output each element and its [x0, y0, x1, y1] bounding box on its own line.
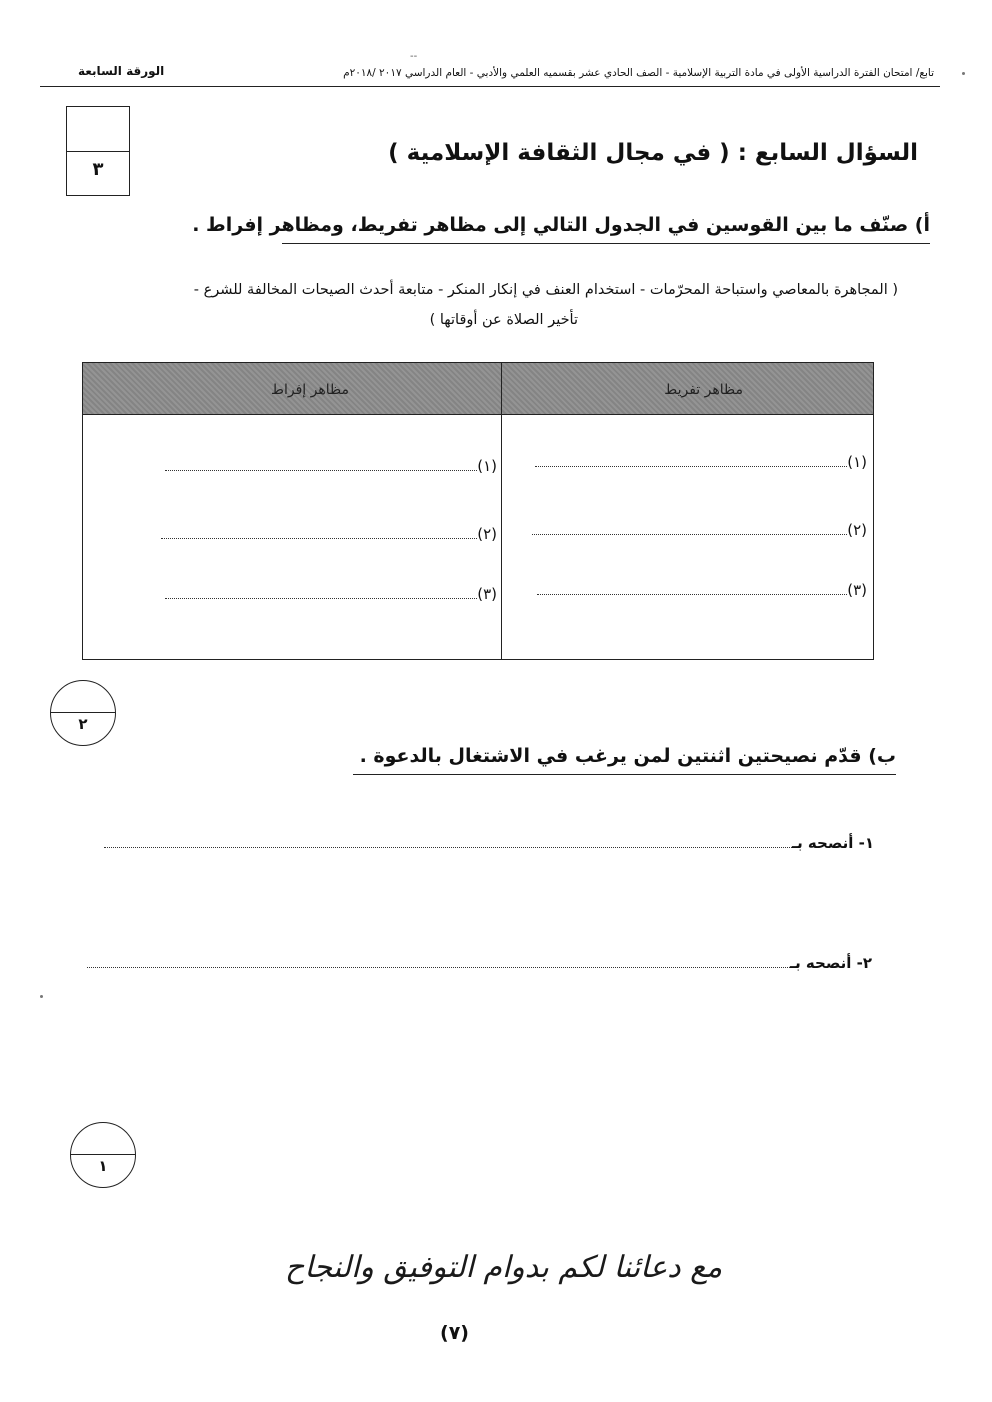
question-title: السؤال السابع : ( في مجال الثقافة الإسلامية )	[388, 140, 918, 166]
header-divider	[40, 86, 940, 87]
answer-line[interactable]	[535, 465, 847, 467]
tafrit-answer-1[interactable]	[535, 453, 867, 471]
advice-label: ٢- أنصحه بـ	[789, 954, 872, 972]
sheet-label: الورقة السابعة	[78, 64, 165, 78]
column-header-tafrit: مظاهر تفريط	[664, 382, 743, 398]
answer-line[interactable]	[537, 593, 847, 595]
table-header	[83, 363, 873, 415]
advice-label: ١- أنصحه بـ	[791, 834, 874, 852]
answer-line[interactable]	[161, 537, 477, 539]
tafrit-answer-3[interactable]	[537, 581, 867, 599]
answer-line[interactable]	[165, 469, 477, 471]
answer-number: (٢)	[847, 521, 867, 539]
scan-speck	[40, 995, 43, 998]
ifrat-answer-2[interactable]	[161, 525, 497, 543]
tafrit-answer-2[interactable]	[532, 521, 867, 539]
total-score-box	[66, 106, 130, 196]
classification-table	[82, 362, 874, 660]
answer-number: (٣)	[477, 585, 497, 603]
advice-answer-1[interactable]	[104, 834, 874, 852]
closing-greeting: مع دعائنا لكم بدوام التوفيق والنجاح	[285, 1250, 723, 1285]
answer-number: (٣)	[847, 581, 867, 599]
answer-number: (١)	[477, 457, 497, 475]
circle-divider	[71, 1154, 135, 1155]
part-a-underline	[282, 243, 930, 244]
part-a-score-circle	[50, 680, 116, 746]
total-score-value: ٣	[92, 159, 104, 180]
part-a-score-value: ٢	[78, 715, 88, 733]
part-b-score-value: ١	[98, 1157, 108, 1175]
part-a-instruction: أ) صنّف ما بين القوسين في الجدول التالي إلى مظاهر تفريط، ومظاهر إفراط .	[192, 214, 930, 236]
ifrat-answer-1[interactable]	[165, 457, 497, 475]
answer-line[interactable]	[165, 597, 477, 599]
advice-line[interactable]	[104, 846, 792, 848]
advice-answer-2[interactable]	[87, 954, 872, 972]
table-column-divider	[501, 363, 502, 659]
advice-line[interactable]	[87, 966, 790, 968]
answer-number: (١)	[847, 453, 867, 471]
word-bank-line-2: تأخير الصلاة عن أوقاتها )	[429, 312, 578, 328]
part-b-score-circle	[70, 1122, 136, 1188]
scan-speck	[962, 72, 965, 75]
answer-number: (٢)	[477, 525, 497, 543]
exam-info: تابع/ امتحان الفترة الدراسية الأولى في مادة التربية الإسلامية - الصف الحادي عشر بقسميه العلمي والأدبي - العام الدراسي ٢٠١٧ /٢٠١٨م	[343, 67, 934, 79]
circle-divider	[51, 712, 115, 713]
part-b-underline	[353, 774, 896, 775]
column-header-ifrat: مظاهر إفراط	[271, 382, 349, 398]
answer-line[interactable]	[532, 533, 847, 535]
page-number: (٧)	[440, 1322, 469, 1344]
header-mark: --	[410, 51, 418, 62]
score-box-divider	[67, 151, 129, 152]
word-bank-line-1: ( المجاهرة بالمعاصي واستباحة المحرّمات - استخدام العنف في إنكار المنكر - متابعة أحدث الصيحات المخالفة للشرع -	[193, 282, 898, 298]
ifrat-answer-3[interactable]	[165, 585, 497, 603]
part-b-instruction: ب) قدّم نصيحتين اثنتين لمن يرغب في الاشتغال بالدعوة .	[359, 745, 896, 767]
